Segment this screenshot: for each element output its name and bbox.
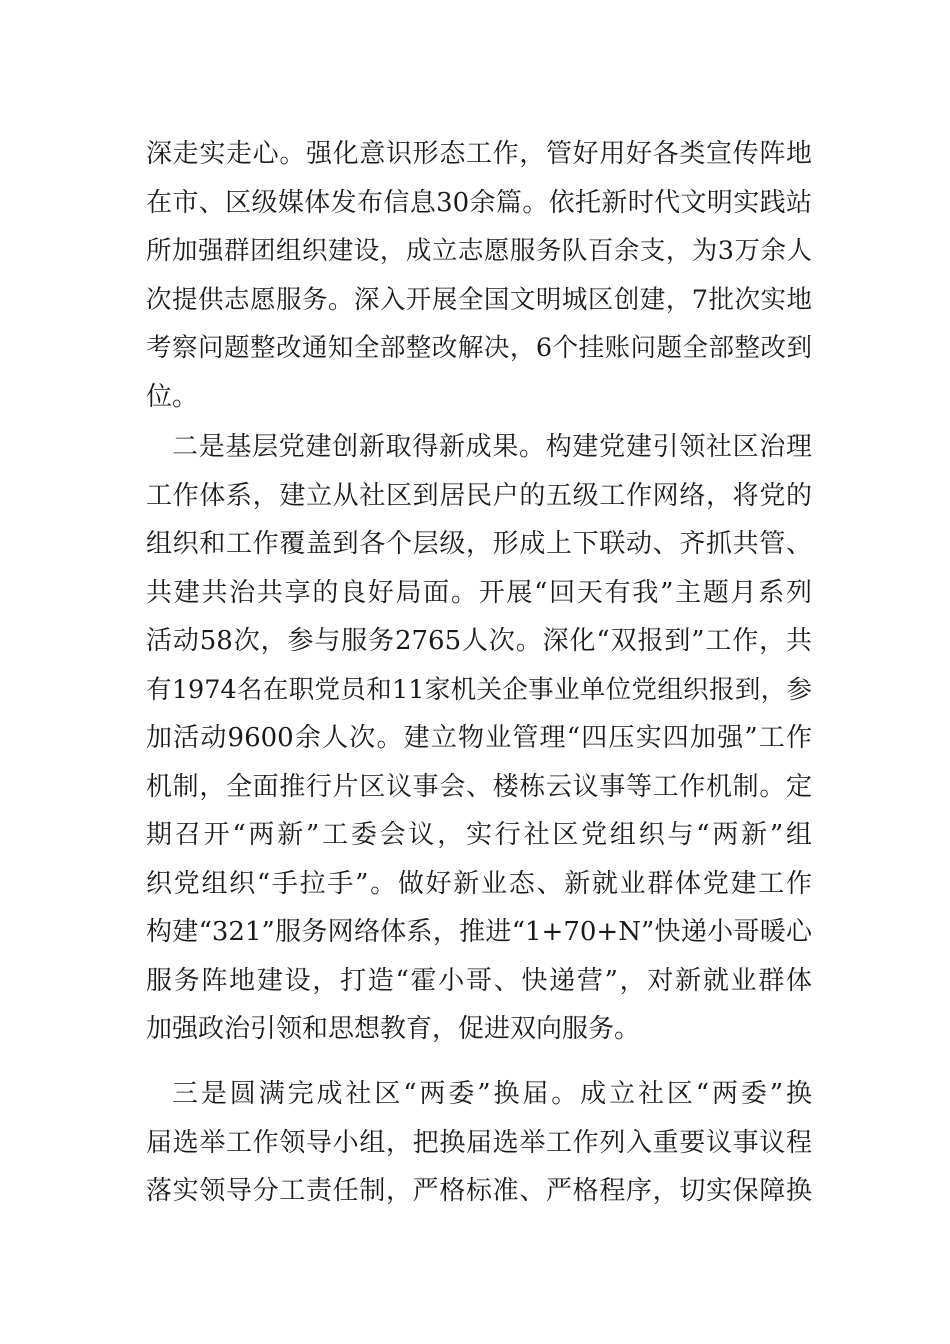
text-line: 活动58次，参与服务2765人次。深化“双报到”工作，共	[146, 626, 812, 656]
paragraph-3	[146, 1070, 812, 1216]
text-line: 届选举工作领导小组，把换届选举工作列入重要议事议程	[146, 1127, 812, 1158]
text-line: 次提供志愿服务。深入开展全国文明城区创建，7批次实地	[146, 284, 812, 315]
text-line: 三是圆满完成社区“两委”换届。成立社区“两委”换	[172, 1079, 812, 1109]
text-line: 构建“321”服务网络体系，推进“1+70+N”快递小哥暖心	[146, 917, 812, 947]
text-line: 所加强群团组织建设，成立志愿服务队百余支，为3万余人	[146, 236, 812, 266]
text-line: 期召开“两新”工委会议，实行社区党组织与“两新”组	[146, 820, 812, 850]
text-line: 组织和工作覆盖到各个层级，形成上下联动、齐抓共管、	[146, 529, 812, 559]
text-line: 落实领导分工责任制，严格标准、严格程序，切实保障换	[146, 1176, 812, 1206]
paragraph-1	[146, 130, 812, 421]
text-line: 共建共治共享的良好局面。开展“回天有我”主题月系列	[146, 577, 812, 608]
text-line: 深走实走心。强化意识形态工作，管好用好各类宣传阵地	[146, 139, 812, 169]
text-line: 工作体系，建立从社区到居民户的五级工作网络，将党的	[146, 480, 812, 511]
text-line: 服务阵地建设，打造“霍小哥、快递营”，对新就业群体	[146, 965, 812, 996]
text-line: 加强政治引领和思想教育，促进双向服务。	[146, 1014, 641, 1044]
text-line: 二是基层党建创新取得新成果。构建党建引领社区治理	[172, 432, 812, 462]
text-line: 加活动9600余人次。建立物业管理“四压实四加强”工作	[146, 723, 812, 753]
text-line: 位。	[146, 381, 199, 412]
text-line: 有1974名在职党员和11家机关企事业单位党组织报到，参	[146, 674, 812, 705]
text-line: 考察问题整改通知全部整改解决，6个挂账问题全部整改到	[146, 333, 812, 363]
text-line: 织党组织“手拉手”。做好新业态、新就业群体党建工作	[146, 868, 812, 899]
text-line: 在市、区级媒体发布信息30余篇。依托新时代文明实践站	[146, 187, 812, 218]
text-line: 机制，全面推行片区议事会、楼栋云议事等工作机制。定	[146, 771, 812, 802]
paragraph-2	[146, 423, 812, 1054]
